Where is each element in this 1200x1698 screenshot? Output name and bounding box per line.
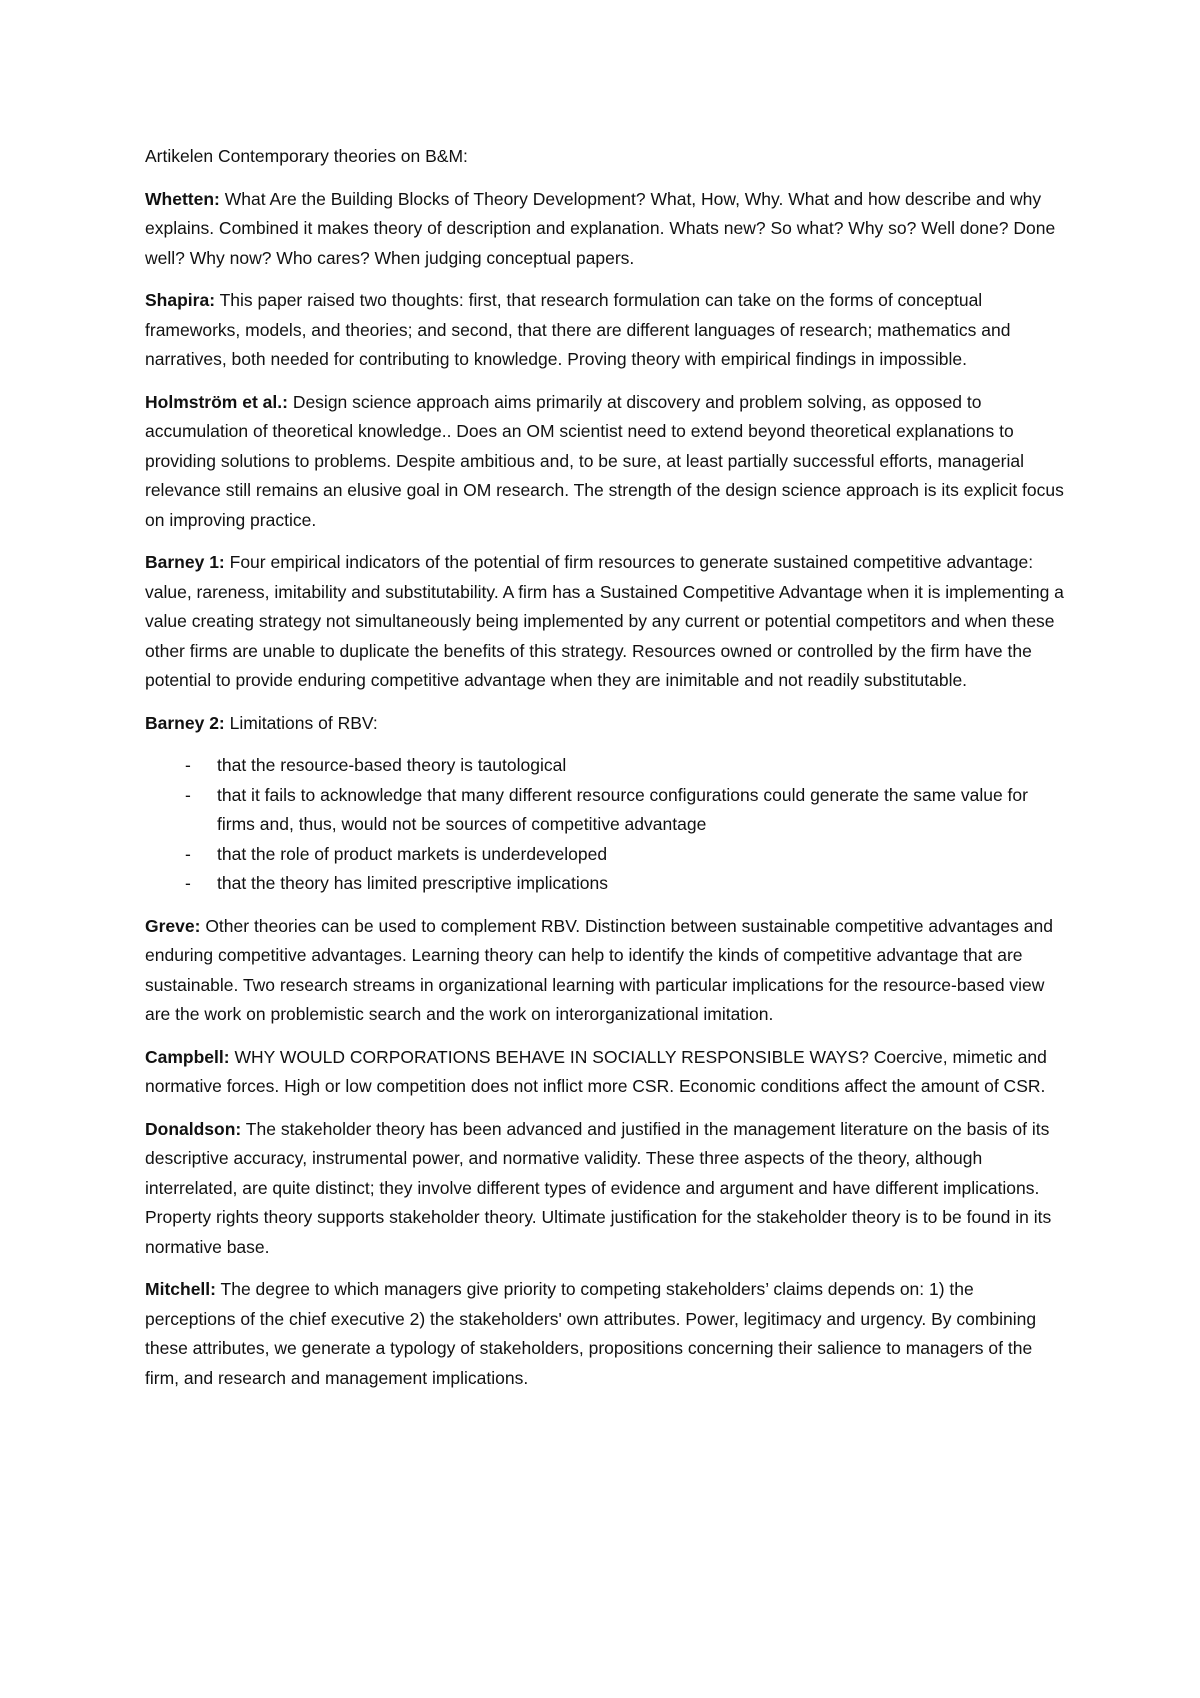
section-text: Four empirical indicators of the potential of firm resources to generate sustained competitive advantage: value, rareness, imitability and substitutability. A firm has a Sustained Competitive Advantage when it is implementing a value creating strategy not simultaneously being implemented by any current or potential competitors and when these other firms are unable to duplicate the benefits of this strategy. Resources owned or controlled by the firm have the potential to provide enduring competitive advantage when they are inimitable and not readily substitutable. (145, 552, 1064, 690)
bullet-dash: - (185, 873, 191, 893)
section-barney-1 (145, 548, 1066, 696)
section-campbell (145, 1043, 1066, 1102)
section-text: The stakeholder theory has been advanced and justified in the management literature on the basis of its descriptive accuracy, instrumental power, and normative validity. These three aspects of the theory, although interrelated, are quite distinct; they involve different types of evidence and argument and have different implications. Property rights theory supports stakeholder theory. Ultimate justification for the stakeholder theory is to be found in its normative base. (145, 1118, 1052, 1257)
section-text: What Are the Building Blocks of Theory Development? What, How, Why. What and how describe and why explains. Combined it makes theory of description and explanation. Whats new? So what? Why so? Well done? Done well? Why now? Who cares? When judging conceptual papers. (145, 188, 1056, 268)
author-label: Greve: (145, 915, 201, 936)
section-text: This paper raised two thoughts: first, that research formulation can take on the forms of conceptual frameworks, models, and theories; and second, that there are different languages of research; mathematics and narratives, both needed for contributing to knowledge. Proving theory with empirical findings in impossible. (145, 290, 1011, 369)
author-label: Barney 1: (145, 552, 225, 572)
author-label: Barney 2: (145, 712, 225, 733)
list-item-text: that the resource-based theory is tautological (217, 755, 567, 775)
bullet-dash: - (185, 784, 191, 805)
author-label: Donaldson: (145, 1118, 242, 1139)
list-item (145, 840, 1066, 870)
section-text: WHY WOULD CORPORATIONS BEHAVE IN SOCIALLY RESPONSIBLE WAYS? Coercive, mimetic and normative forces. High or low competition does not inflict more CSR. Economic conditions affect the amount of CSR. (145, 1046, 1047, 1096)
bullet-dash: - (185, 843, 191, 864)
document-title: Artikelen Contemporary theories on B&M: (145, 146, 468, 166)
section-barney-2 (145, 709, 1066, 739)
bullet-dash: - (185, 755, 191, 775)
section-donaldson (145, 1115, 1066, 1263)
section-text: Other theories can be used to complement RBV. Distinction between sustainable competitive advantages and enduring competitive advantages. Learning theory can help to identify the kinds of competitive advantage that are sustainable. Two research streams in organizational learning with particular implications for the resource-based view are the work on problemistic search and the work on interorganizational imitation. (145, 915, 1053, 1024)
section-text: Design science approach aims primarily at discovery and problem solving, as opposed to accumulation of theoretical knowledge.. Does an OM scientist need to extend beyond theoretical explanations to providing solutions to problems. Despite ambitious and, to be sure, at least partially successful efforts, managerial relevance still remains an elusive goal in OM research. The strength of the design science approach is its explicit focus on improving practice. (145, 391, 1064, 530)
rbv-limitations-list (145, 751, 1066, 899)
list-item (145, 781, 1066, 840)
author-label: Campbell: (145, 1046, 230, 1067)
list-item-text: that it fails to acknowledge that many different resource configurations could generate the same value for firms and, thus, would not be sources of competitive advantage (217, 784, 1028, 834)
list-item (145, 869, 1066, 899)
section-shapira (145, 286, 1066, 375)
list-item (145, 751, 1066, 781)
section-holmstrom (145, 388, 1066, 536)
section-whetten (145, 185, 1066, 274)
author-label: Holmström et al.: (145, 391, 288, 412)
list-item-text: that the role of product markets is underdeveloped (217, 843, 608, 864)
section-text: Limitations of RBV: (224, 712, 378, 733)
section-mitchell (145, 1275, 1066, 1393)
author-label: Mitchell: (145, 1279, 216, 1299)
section-text: The degree to which managers give priority to competing stakeholders’ claims depends on: 1) the perceptions of the chief executive 2) the stakeholders' own attributes. Power, legitimacy and urgency. By combining these attributes, we generate a typology of stakeholders, propositions concerning their salience to managers of the firm, and research and management implications. (145, 1279, 1037, 1388)
author-label: Shapira: (145, 290, 216, 310)
list-item-text: that the theory has limited prescriptive implications (217, 873, 609, 893)
author-label: Whetten: (145, 188, 220, 209)
section-greve (145, 912, 1066, 1030)
